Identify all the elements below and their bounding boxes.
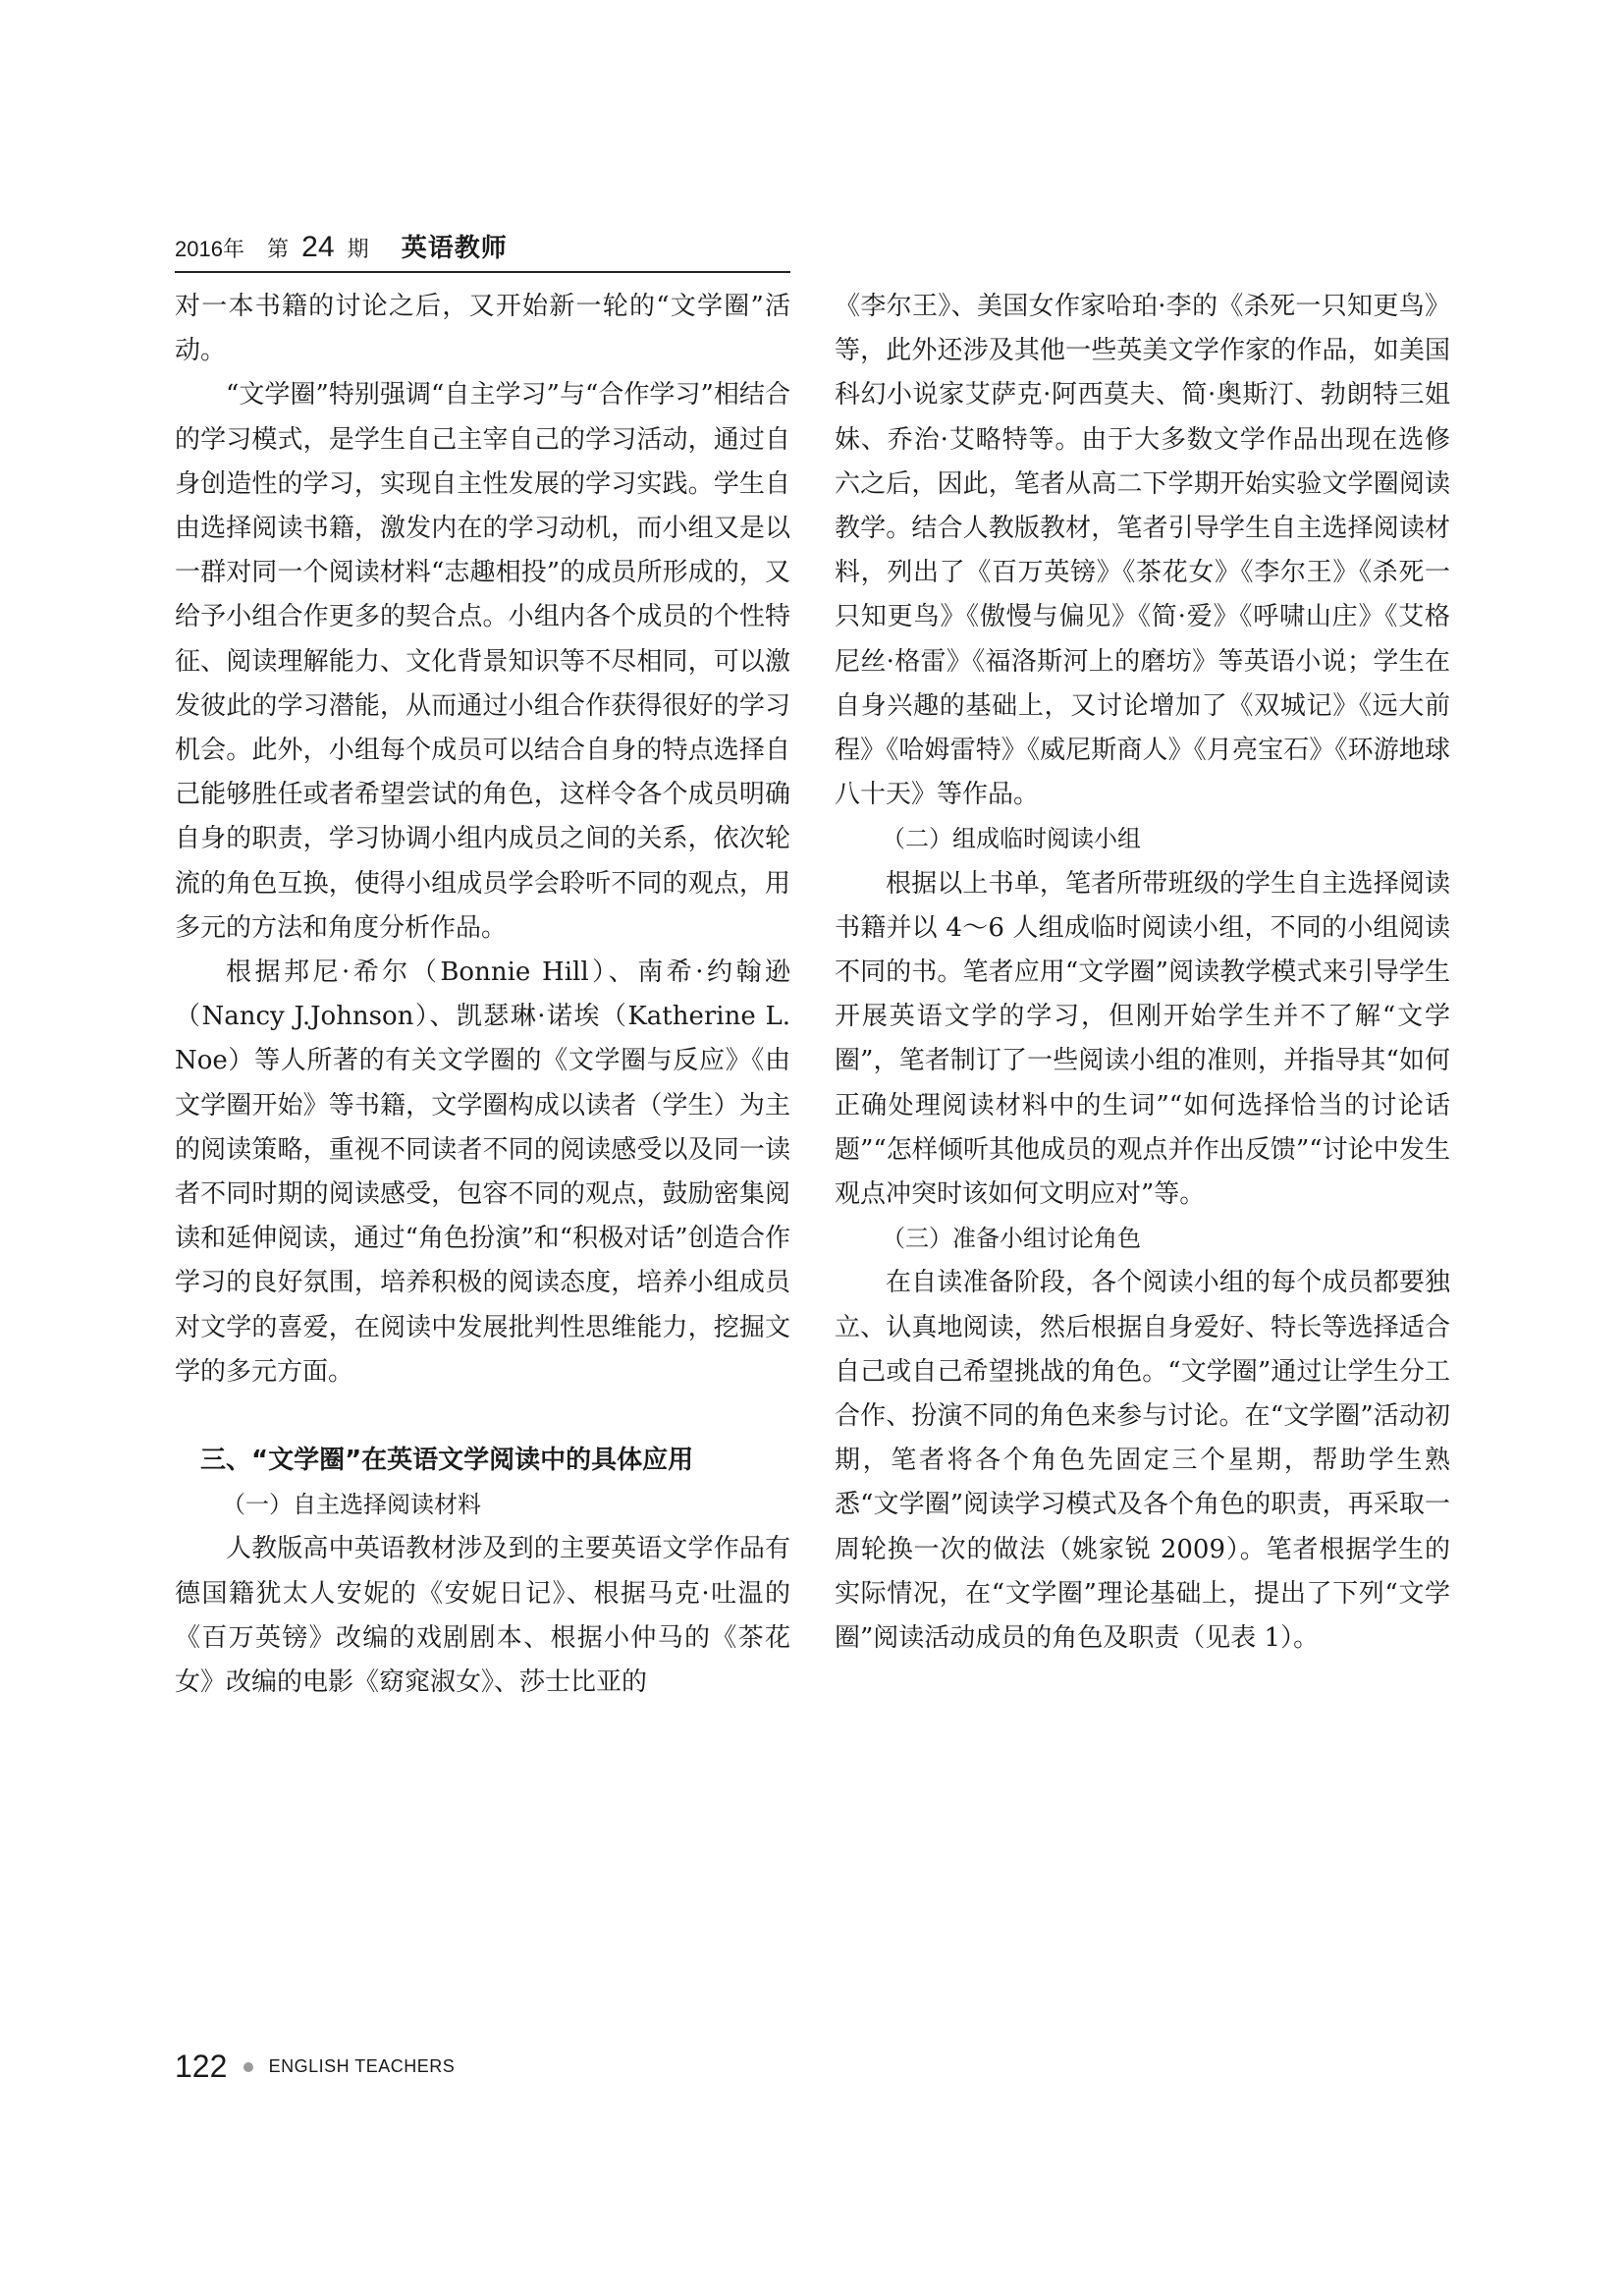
subsection-heading: （三）准备小组讨论角色 <box>882 1225 1141 1253</box>
header-year: 2016年 <box>175 237 244 261</box>
header-issue-suffix: 期 <box>347 238 369 262</box>
subsection-heading: （二）组成临时阅读小组 <box>882 825 1141 853</box>
paragraph: “文学圈”特别强调“自主学习”与“合作学习”相结合的学习模式，是学生自己主宰自己的学习活动，通过自身创造性的学习，实现自主性发展的学习实践。学生自由选择阅读书籍，激发内在的学习动机，而小组又是以一群对同一个阅读材料“志趣相投”的成员所形成的，又给予小组合作更多的契合点。小组内各个成员的个性特征、阅读理解能力、文化背景知识等不尽相同，可以激发彼此的学习潜能，从而通过小组合作获得很好的学习机会。此外，小组每个成员可以结合自身的特点选择自己能够胜任或者希望尝试的角色，这样令各个成员明确自身的职责，学习协调小组内成员之间的关系，依次轮流的角色互换，使得小组成员学会聆听不同的观点，用多元的方法和角度分析作品。 <box>175 380 790 943</box>
left-column <box>175 285 790 1705</box>
subsection-heading: （一）自主选择阅读材料 <box>222 1491 481 1519</box>
header-issue-number: 24 <box>301 231 335 263</box>
header-rule <box>175 271 790 273</box>
paragraph: 根据以上书单，笔者所带班级的学生自主选择阅读书籍并以 4～6 人组成临时阅读小组，不同的小组阅读不同的书。笔者应用“文学圈”阅读教学模式来引导学生开展英语文学的学习，但刚开始学生并不了解“文学圈”，笔者制订了一些阅读小组的准则，并指导其“如何正确处理阅读材料中的生词”“如何选择恰当的讨论话题”“怎样倾听其他成员的观点并作出反馈”“讨论中发生观点冲突时该如何文明应对”等。 <box>835 868 1450 1210</box>
paragraph: 在自读准备阶段，各个阅读小组的每个成员都要独立、认真地阅读，然后根据自身爱好、特长等选择适合自己或自己希望挑战的角色。“文学圈”通过让学生分工合作、扮演不同的角色来参与讨论。在“文学圈”活动初期，笔者将各个角色先固定三个星期，帮助学生熟悉“文学圈”阅读学习模式及各个角色的职责，再采取一周轮换一次的做法（姚家锐 2009）。笔者根据学生的实际情况，在“文学圈”理论基础上，提出了下列“文学圈”阅读活动成员的角色及职责（见表 1）。 <box>835 1268 1450 1654</box>
paragraph: 根据邦尼·希尔（Bonnie Hill）、南希·约翰逊（Nancy J.Johnson）、凯瑟琳·诺埃（Katherine L. Noe）等人所著的有关文学圈的《文学圈与反应》《由文学圈开始》等书籍，文学圈构成以读者（学生）为主的阅读策略，重视不同读者不同的阅读感受以及同一读者不同时期的阅读感受，包容不同的观点，鼓励密集阅读和延伸阅读，通过“角色扮演”和“积极对话”创造合作学习的良好氛围，培养积极的阅读态度，培养小组成员对文学的喜爱，在阅读中发展批判性思维能力，挖掘文学的多元方面。 <box>175 957 790 1387</box>
page-number: 122 <box>175 2049 228 2084</box>
header-journal-title: 英语教师 <box>401 234 508 263</box>
page-footer <box>175 2049 455 2088</box>
header-issue-label: 第 <box>267 238 290 262</box>
paragraph: 《李尔王》、美国女作家哈珀·李的《杀死一只知更鸟》等，此外还涉及其他一些英美文学作家的作品，如美国科幻小说家艾萨克·阿西莫夫、简·奥斯汀、勃朗特三姐妹、乔治·艾略特等。由于大多数文学作品出现在选修六之后，因此，笔者从高二下学期开始实验文学圈阅读教学。结合人教版教材，笔者引导学生自主选择阅读材料，列出了《百万英镑》《茶花女》《李尔王》《杀死一只知更鸟》《傲慢与偏见》《简·爱》《呼啸山庄》《艾格尼丝·格雷》《福洛斯河上的磨坊》等英语小说；学生在自身兴趣的基础上，又讨论增加了《双城记》《远大前程》《哈姆雷特》《威尼斯商人》《月亮宝石》《环游地球八十天》等作品。 <box>835 292 1450 810</box>
running-header <box>175 228 790 275</box>
paragraph: 人教版高中英语教材涉及到的主要英语文学作品有德国籍犹太人安妮的《安妮日记》、根据马克·吐温的《百万英镑》改编的戏剧剧本、根据小仲马的《茶花女》改编的电影《窈窕淑女》、莎士比亚的 <box>175 1534 790 1698</box>
footer-dot-icon <box>243 2062 253 2072</box>
section-heading: 三、“文学圈”在英语文学阅读中的具体应用 <box>200 1446 694 1476</box>
footer-journal-title: ENGLISH TEACHERS <box>268 2056 456 2076</box>
right-column <box>835 285 1450 1661</box>
paragraph: 对一本书籍的讨论之后，又开始新一轮的“文学圈”活动。 <box>175 292 790 366</box>
section-spacer <box>175 1394 790 1439</box>
